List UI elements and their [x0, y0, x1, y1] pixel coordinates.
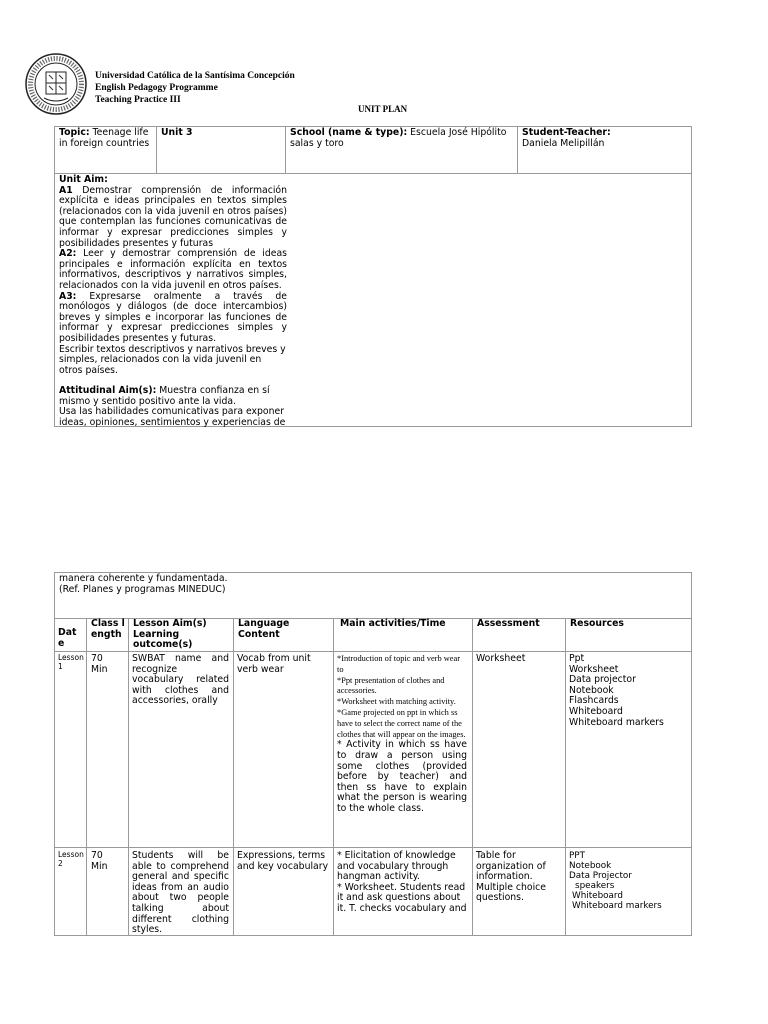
table-row-lesson-1-language: Vocab from unit verb wear: [237, 653, 311, 675]
teacher-cell: [522, 128, 687, 149]
topic-cell: [59, 128, 153, 149]
lessons-table: [54, 572, 692, 936]
resource-item: speakers: [575, 881, 615, 891]
topic-label: Topic:: [59, 127, 90, 138]
school-cell: [290, 128, 514, 149]
activity-item: * Activity in which ss have to draw a person using some clothes (provided before by teacher) and then ss have to explain what the person is wearing to the whole class.: [337, 739, 467, 814]
resource-item: Whiteboard: [572, 891, 623, 901]
resource-item: Whiteboard markers: [572, 901, 662, 911]
aim-a1: [59, 186, 287, 250]
continuation-line-2: (Ref. Planes y programas MINEDUC): [59, 583, 226, 595]
resource-item: Notebook: [569, 861, 612, 871]
aim-a1-label: A1: [59, 184, 73, 196]
school-value: Escuela José Hipólito salas y toro: [290, 127, 507, 149]
col-header-resources: Resources: [570, 618, 624, 629]
resource-item: Notebook: [569, 684, 614, 696]
col-header-date: Date: [58, 627, 77, 649]
attitudinal-aim: [59, 386, 287, 407]
aim-a3-label: A3:: [59, 290, 77, 302]
table-row-lesson-2-resources: [569, 851, 689, 911]
table-row-lesson-2-date: Lesson 2: [58, 850, 84, 868]
unit-aims: [59, 175, 287, 429]
continuation-line-1: manera coherente y fundamentada.: [59, 573, 228, 584]
resource-item: Worksheet: [569, 663, 619, 675]
activity-item: *Worksheet with matching activity.: [337, 697, 456, 707]
col-header-class-length: Class length: [91, 618, 125, 640]
resource-item: Ppt: [569, 653, 585, 664]
table-row-lesson-1-aim: SWBAT name and recognize vocabulary related with clothes and accessories, orally: [132, 653, 229, 707]
school-label: School (name & type):: [290, 127, 408, 138]
course-name: Teaching Practice III: [95, 95, 181, 105]
activity-item: *Ppt presentation of clothes and accessories.: [337, 675, 445, 696]
teacher-label: Student-Teacher:: [522, 127, 611, 138]
attitudinal-text: Muestra confianza en sí mismo y sentido positivo ante la vida.: [59, 385, 270, 407]
aim-a2-text: Leer y demostrar comprensión de ideas principales e información explícita en textos informativos, descriptivos y narrativos simples, relacionados con la vida juvenil en otros países.: [59, 248, 287, 291]
table-row-lesson-1-activities: [337, 654, 467, 815]
aim-a2-label: A2:: [59, 248, 77, 260]
attitudinal-label: Attitudinal Aim(s):: [59, 385, 157, 397]
resource-item: Flashcards: [569, 695, 619, 707]
table-row-lesson-1-assessment: Worksheet: [476, 653, 526, 664]
resource-item: Whiteboard markers: [569, 716, 664, 728]
aim-a2: [59, 249, 287, 291]
aim-a3: [59, 292, 287, 345]
col-header-main-activities: Main activities/Time: [340, 618, 446, 629]
resource-item: Whiteboard: [569, 705, 623, 717]
university-seal-logo: [24, 52, 88, 116]
table-row-lesson-2-assessment: Table for organization of information. Multiple choice questions.: [476, 850, 546, 904]
teacher-value: Daniela Melipillán: [522, 137, 605, 149]
unit-info-table: [54, 126, 692, 427]
table-row-lesson-2-language: Expressions, terms and key vocabulary: [237, 850, 329, 872]
aim-a3-text: Expresarse oralmente a través de monólogos y diálogos (de doce intercambios) breves y simples e incorporar las funciones de informar y expresar predicciones simples y posibilidades presentes y futuras.: [59, 290, 287, 344]
aim-a1-text: Demostrar comprensión de información explícita e ideas principales en textos simples (relacionados con la vida juvenil en otros países) que contemplan las funciones comunicativas de informar y expresar predicciones simples y posibilidades presentes y futuras: [59, 184, 287, 249]
skills-aim: Usa las habilidades comunicativas para exponer ideas, opiniones, sentimientos y experiencias de: [59, 406, 286, 429]
table-row-lesson-2-length: 70 Min: [91, 850, 108, 872]
col-header-language-content: Language Content: [238, 618, 290, 640]
aims-continuation: [59, 574, 659, 595]
unit-number: Unit 3: [161, 127, 193, 138]
institution-header: [95, 70, 295, 106]
table-row-lesson-1-date: Lesson 1: [58, 653, 84, 671]
resource-item: Data Projector: [569, 871, 632, 881]
table-row-lesson-1-resources: [569, 654, 689, 728]
activity-item: *Introduction of topic and verb wear to: [337, 654, 461, 674]
topic-value: Teenage life in foreign countries: [59, 127, 150, 149]
activity-item: *Game projected on ppt in which ss have to select the correct name of the clothes that will appear on the images.: [337, 707, 466, 739]
col-header-assessment: Assessment: [477, 618, 540, 629]
table-row-lesson-1-length: 70 Min: [91, 653, 108, 675]
resource-item: PPT: [569, 851, 585, 861]
university-name: Universidad Católica de la Santísima Concepción: [95, 71, 295, 81]
resource-item: Data projector: [569, 674, 636, 686]
table-row-lesson-2-activities: [337, 851, 467, 915]
aim-a4: Escribir textos descriptivos y narrativos breves y simples, relacionados con la vida juvenil en otros países.: [59, 343, 286, 376]
table-row-lesson-2-aim: Students will be able to comprehend general and specific ideas from an audio about two people talking about different clothing styles.: [132, 850, 229, 936]
programme-name: English Pedagogy Programme: [95, 83, 218, 93]
unit-aim-heading: Unit Aim:: [59, 174, 108, 185]
activity-item: * Elicitation of knowledge and vocabulary through hangman activity.: [337, 850, 456, 883]
col-header-lesson-aims: Lesson Aim(s) Learning outcome(s): [133, 618, 207, 651]
activity-item: * Worksheet. Students read it and ask questions about it. T. checks vocabulary and: [337, 881, 467, 914]
page-title: UNIT PLAN: [358, 104, 408, 114]
